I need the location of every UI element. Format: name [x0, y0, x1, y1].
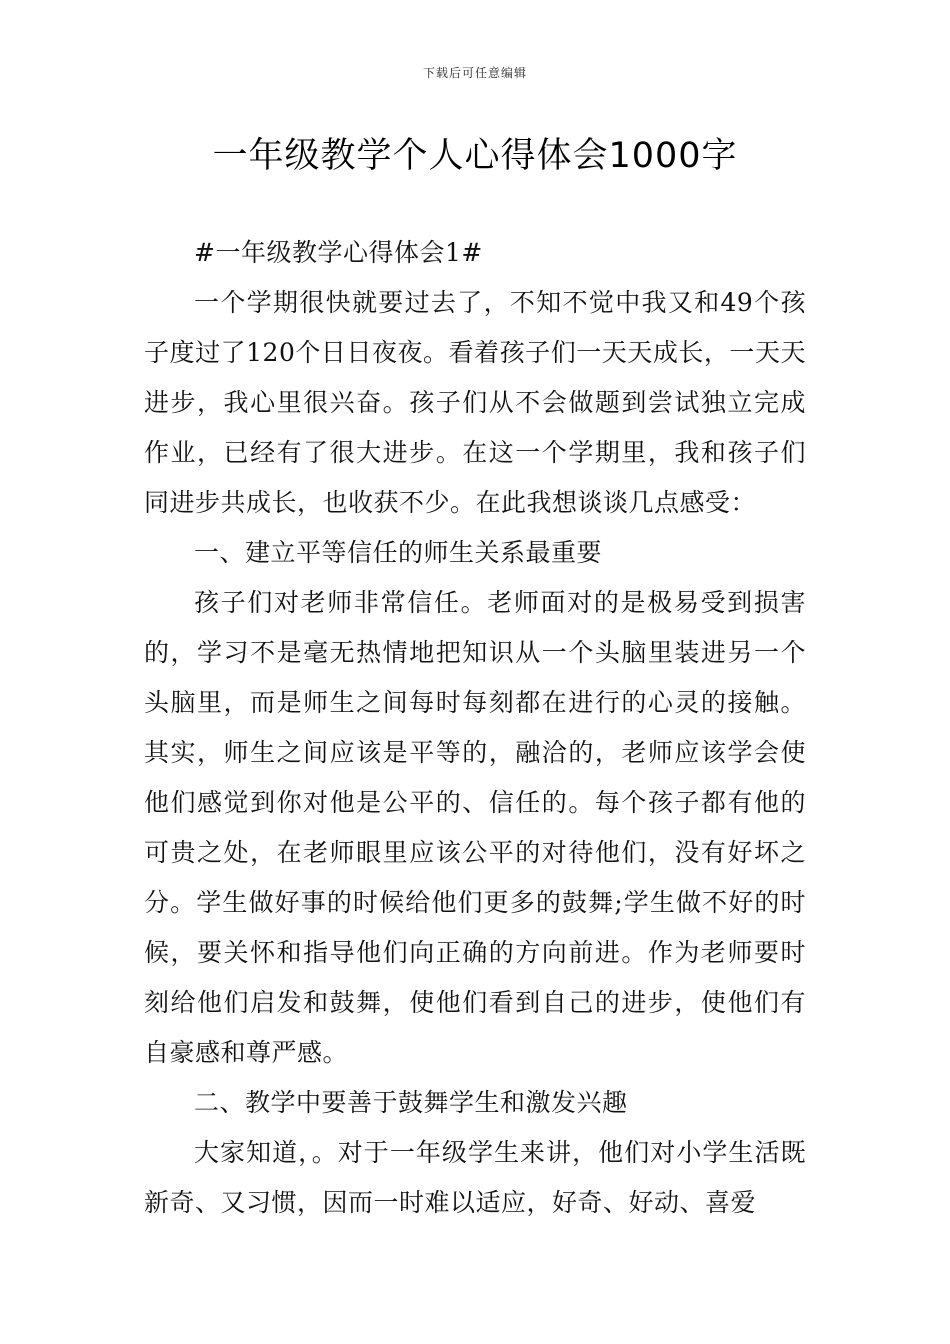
document-body — [144, 228, 806, 1228]
heading-section-1: #一年级教学心得体会1# — [194, 238, 483, 267]
paragraph-point-1: 孩子们对老师非常信任。老师面对的是极易受到损害的，学习不是毫无热情地把知识从一个头脑里装进另一个头脑里，而是师生之间每时每刻都在进行的心灵的接触。其实，师生之间应该是平等的，融洽的，老师应该学会使他们感觉到你对他是公平的、信任的。每个孩子都有他的可贵之处，在老师眼里应该公平的对待他们，没有好坏之分。学生做好事的时候给他们更多的鼓舞;学生做不好的时候，要关怀和指导他们向正确的方向前进。作为老师要时刻给他们启发和鼓舞，使他们看到自己的进步，使他们有自豪感和尊严感。 — [144, 588, 806, 1067]
heading-point-1: 一、建立平等信任的师生关系最重要 — [194, 538, 603, 567]
document-title: 一年级教学个人心得体会1000字 — [212, 136, 738, 176]
paragraph-intro: 一个学期很快就要过去了，不知不觉中我又和49个孩子度过了120个日日夜夜。看着孩子们一天天成长，一天天进步，我心里很兴奋。孩子们从不会做题到尝试独立完成作业，已经有了很大进步。在这一个学期里，我和孩子们同进步共成长，也收获不少。在此我想谈谈几点感受： — [144, 288, 806, 517]
heading-point-2: 二、教学中要善于鼓舞学生和激发兴趣 — [194, 1088, 628, 1117]
header-note: 下载后可任意编辑 — [422, 66, 527, 80]
paragraph-point-2: 大家知道，。对于一年级学生来讲，他们对小学生活既新奇、又习惯，因而一时难以适应，好奇、好动、喜爱 — [144, 1138, 806, 1217]
